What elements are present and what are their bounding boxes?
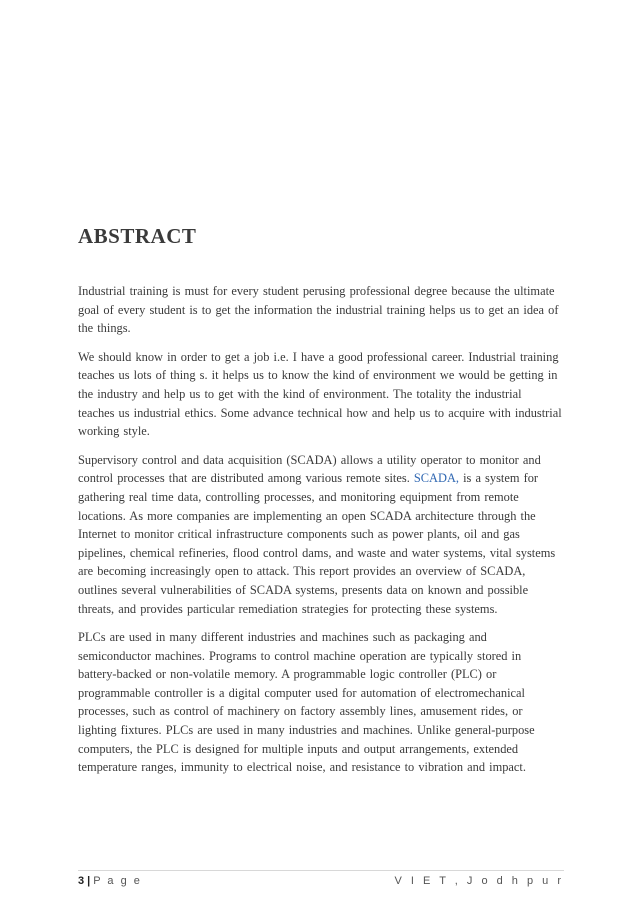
page-indicator [78, 875, 142, 887]
footer-divider [78, 870, 564, 871]
page-label: P a g e [93, 875, 142, 887]
paragraph-industrial-training: Industrial training is must for every student perusing professional degree because the ultimate goal of every student is to get the information the industrial training helps us to get an idea of the things. [78, 284, 559, 336]
institution-name: V I E T , J o d h p u r [394, 875, 564, 887]
page-footer [78, 875, 564, 891]
abstract-body [78, 282, 562, 787]
page-number: 3 [78, 875, 85, 887]
paragraph-scada [78, 451, 562, 618]
page-title: ABSTRACT [78, 224, 197, 248]
scada-text-before: Supervisory control and data acquisition (SCADA) allows a utility operator to monitor and control processes that are distributed among various remote sites. [78, 452, 541, 486]
scada-text-after: is a system for gathering real time data, controlling processes, and monitoring equipment from remote locations. As more companies are implementing an open SCADA architecture through the Internet to monitor critical infrastructure components such as power plants, oil and gas pipelines, chemical refineries, flood control dams, and waste and water systems, vital systems are becoming increasingly open to attack. This report provides an overview of SCADA, outlines several vulnerabilities of SCADA systems, presents data on known and possible threats, and provides particular remediation strategies for protecting these systems. [78, 471, 556, 616]
paragraph-career: We should know in order to get a job i.e. I have a good professional career. Industrial training teaches us lots of thing s. it helps us to know the kind of environment we would be getting in the industry and help us to get with the kind of environment. The totality the industrial teaches us industrial ethics. Some advance technical how and help us to acquire with industrial working style. [78, 349, 562, 439]
footer-separator: | [87, 875, 91, 887]
paragraph-plc: PLCs are used in many different industries and machines such as packaging and semiconductor machines. Programs to control machine operation are typically stored in battery-backed or non-volatile memory. A programmable logic controller (PLC) or programmable controller is a digital computer used for automation of electromechanical processes, such as control of machinery on factory assembly lines, amusement rides, or lighting fixtures. PLCs are used in many industries and machines. Unlike general-purpose computers, the PLC is designed for multiple inputs and output arrangements, extended temperature ranges, immunity to electrical noise, and resistance to vibration and impact. [78, 630, 535, 775]
scada-link[interactable]: SCADA, [413, 471, 459, 486]
